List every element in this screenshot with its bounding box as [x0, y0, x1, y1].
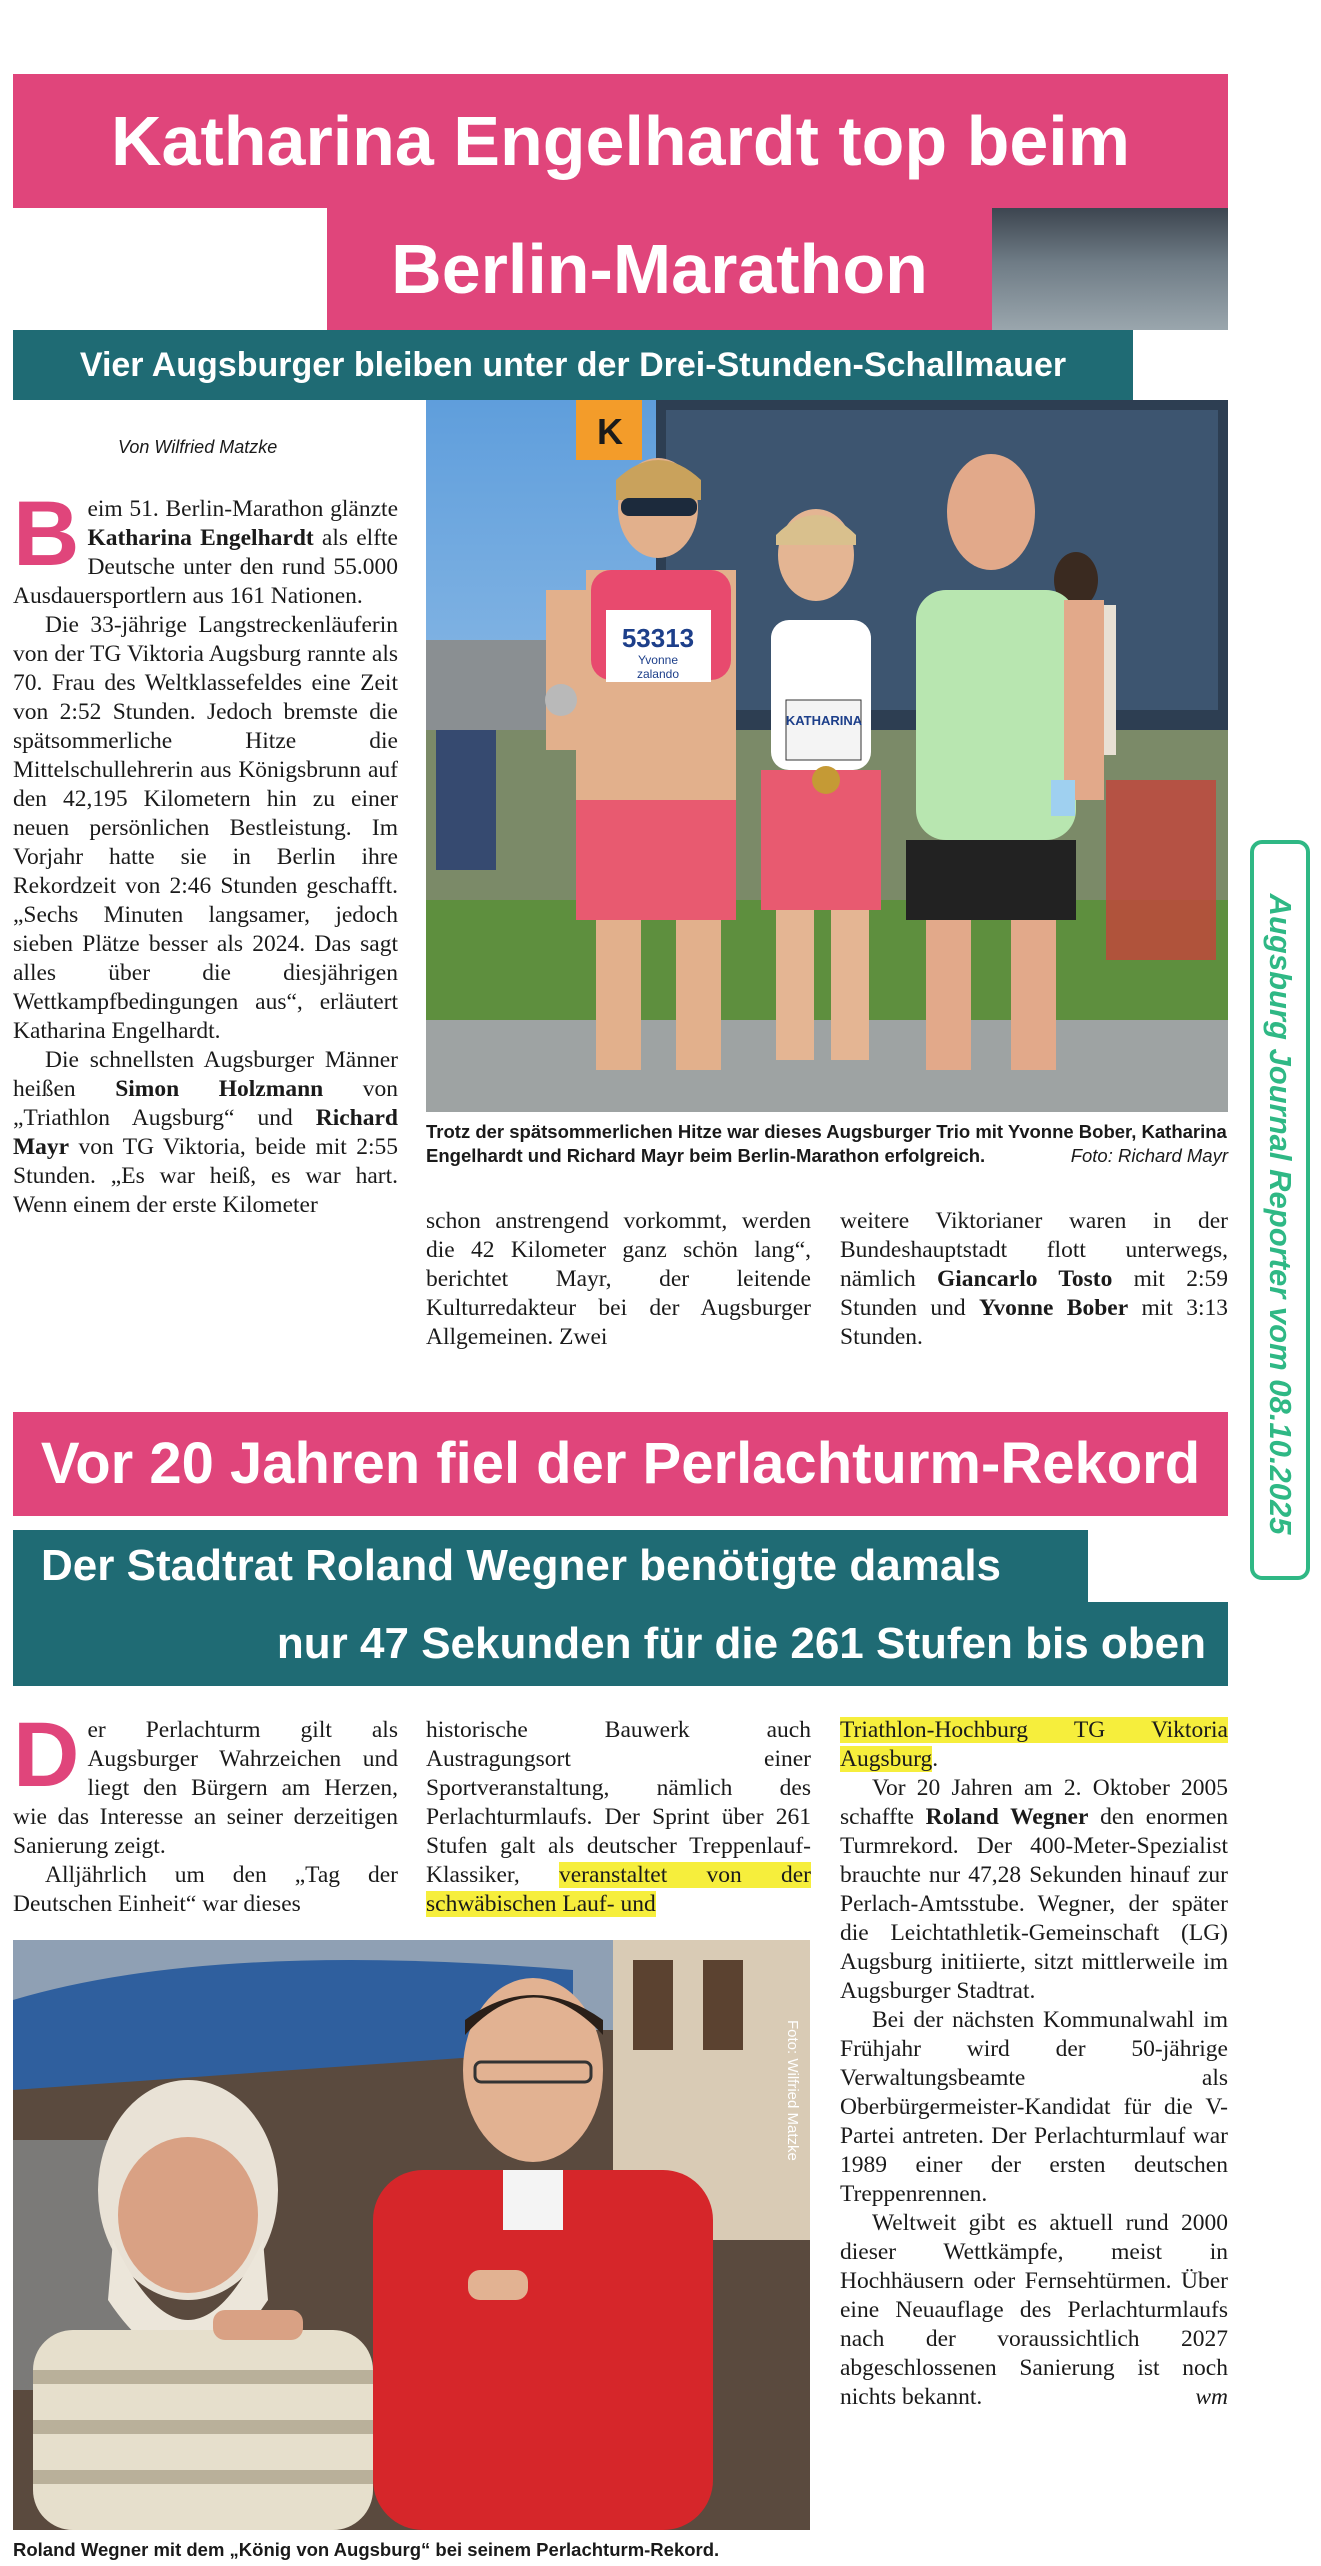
side-label-box	[1250, 840, 1310, 1580]
article2-column-2: historische Bauwerk auch Austragungsort einer Sportveranstaltung, nämlich des Perlachturmlaufs. Der Sprint über 261 Stufen galt als deutscher Treppenlauf-Klassiker, veranstaltet von der schwäbischen Lauf- und	[426, 1717, 811, 1917]
byline: Von Wilfried Matzke	[118, 437, 278, 457]
article2-column-1	[13, 1704, 398, 1919]
article1-column-3: weitere Viktorianer waren in der Bundeshauptstadt flott unterwegs, nämlich Giancarlo Tosto mit 2:59 Stunden und Yvonne Bober mit 3:13 Stunden.	[840, 1208, 1228, 1350]
article2-paragraph-5: Weltweit gibt es aktuell rund 2000 dieser Wettkämpfe, meist in Hochhäusern oder Fernsehtürmen. Über eine Neuauflage des Perlachturmlaufs nach der voraussichtlich 2027 abgeschlossenen Sanierung ist noch nichts bekannt. wm	[840, 2210, 1228, 2410]
signature: wm	[1195, 2384, 1228, 2410]
article2-paragraph-1: Der Perlachturm gilt als Augsburger Wahrzeichen und liegt den Bürgern am Herzen, wie das Interesse an seiner derzeitigen Sanierung zeigt.	[13, 1704, 398, 1859]
article1-paragraph-2: Die 33-jährige Langstreckenläuferin von der TG Viktoria Augsburg rannte als 70. Frau des Weltklassefeldes eine Zeit von 2:52 Stunden. Jedoch bremste die spätsommerliche Hitze die Mittelschullehrerin aus Königsbrunn auf den 42,195 Kilometern hin zu einer neuen persönlichen Bestleistung. Im Vorjahr hatte sie in Berlin ihre Rekordzeit von 2:46 Stunden geschafft. „Sechs Minuten langsamer, jedoch sieben Plätze besser als 2024. Das sagt alles über die diesjährigen Wettkampfbedingungen aus“, erläutert Katharina Engelhardt.	[13, 612, 398, 1044]
marathon-photo-art	[426, 400, 1228, 1112]
article1-column-1	[13, 483, 399, 1220]
perlachturm-photo	[13, 1940, 810, 2530]
article2-paragraph-4: Bei der nächsten Kommunalwahl im Frühjahr wird der 50-jährige Verwaltungsbeamte als Oberbürgermeister-Kandidat für die V-Partei antreten. Der Perlachturmlauf war 1989 einer der ersten deutschen Treppenrennen.	[840, 2007, 1228, 2207]
bib-number: 53313	[621, 623, 695, 653]
subheadline: Vier Augsburger bleiben unter der Drei-Stunden-Schallmauer	[13, 330, 1133, 400]
headline-2: Vor 20 Jahren fiel der Perlachturm-Rekord	[13, 1412, 1228, 1516]
dropcap-2: D	[13, 1704, 80, 1806]
subheadline-2-line-1: Der Stadtrat Roland Wegner benötigte damals	[13, 1530, 1088, 1602]
perlachturm-photo-caption: Roland Wegner mit dem „König von Augsburg“ bei seinem Perlachturm-Rekord.	[13, 2539, 720, 2560]
headline-line-1: Katharina Engelhardt top beim	[13, 74, 1228, 208]
photo-credit: Foto: Richard Mayr	[1070, 1145, 1228, 1166]
article2-paragraph-2: Alljährlich um den „Tag der Deutschen Einheit“ war dieses	[13, 1862, 398, 1917]
dropcap: B	[13, 483, 80, 585]
article1-paragraph-1: Beim 51. Berlin-Marathon glänzte Katharina Engelhardt als elfte Deutsche unter den rund 55.000 Ausdauersportlern aus 161 Nationen.	[13, 483, 398, 609]
perlachturm-photo-art	[13, 1940, 810, 2530]
headline-line-2: Berlin-Marathon	[327, 208, 992, 330]
marathon-photo-caption	[426, 1120, 1228, 1168]
building-photo-strip	[992, 208, 1228, 330]
bib-name: Yvonne	[637, 653, 679, 667]
article2-column-3	[840, 1716, 1228, 2412]
marathon-photo	[426, 400, 1228, 1112]
article1-column-2: schon anstrengend vorkommt, werden die 42 Kilometer ganz schön lang“, berichtet Mayr, der leitende Kulturredakteur bei der Augsburger Allgemeinen. Zwei	[426, 1208, 811, 1350]
article2-paragraph-3: Vor 20 Jahren am 2. Oktober 2005 schaffte Roland Wegner den enormen Turmrekord. Der 400-Meter-Spezialist brauchte nur 47,28 Sekunden hinauf zur Perlach-Amtsstube. Wegner, der später die Leichtathletik-Gemeinschaft (LG) Augsburg initiierte, sitzt mittlerweile im Augsburger Stadtrat.	[840, 1775, 1228, 2004]
photo-credit-2: Foto: Wilfried Matzke	[784, 2020, 801, 2161]
sign-letter: K	[597, 411, 623, 452]
caption-text: Trotz der spätsommerlichen Hitze war dieses Augsburger Trio mit Yvonne Bober, Katharina Engelhardt und Richard Mayr beim Berlin-Marathon erfolgreich.	[426, 1121, 1227, 1166]
bib2-name: KATHARINA	[785, 713, 863, 728]
bib-sponsor: zalando	[636, 667, 680, 681]
side-label-text: Augsburg Journal Reporter vom 08.10.2025	[1263, 893, 1298, 1535]
article1-paragraph-3: Die schnellsten Augsburger Männer heißen Simon Holzmann von „Triathlon Augsburg“ und Richard Mayr von TG Viktoria, beide mit 2:55 Stunden. „Es war heiß, es war hart. Wenn einem der erste Kilometer	[13, 1047, 399, 1218]
article2-paragraph-2-end: Triathlon-Hochburg TG Viktoria Augsburg.	[840, 1717, 1228, 1772]
subheadline-2-line-2: nur 47 Sekunden für die 261 Stufen bis oben	[13, 1602, 1228, 1686]
